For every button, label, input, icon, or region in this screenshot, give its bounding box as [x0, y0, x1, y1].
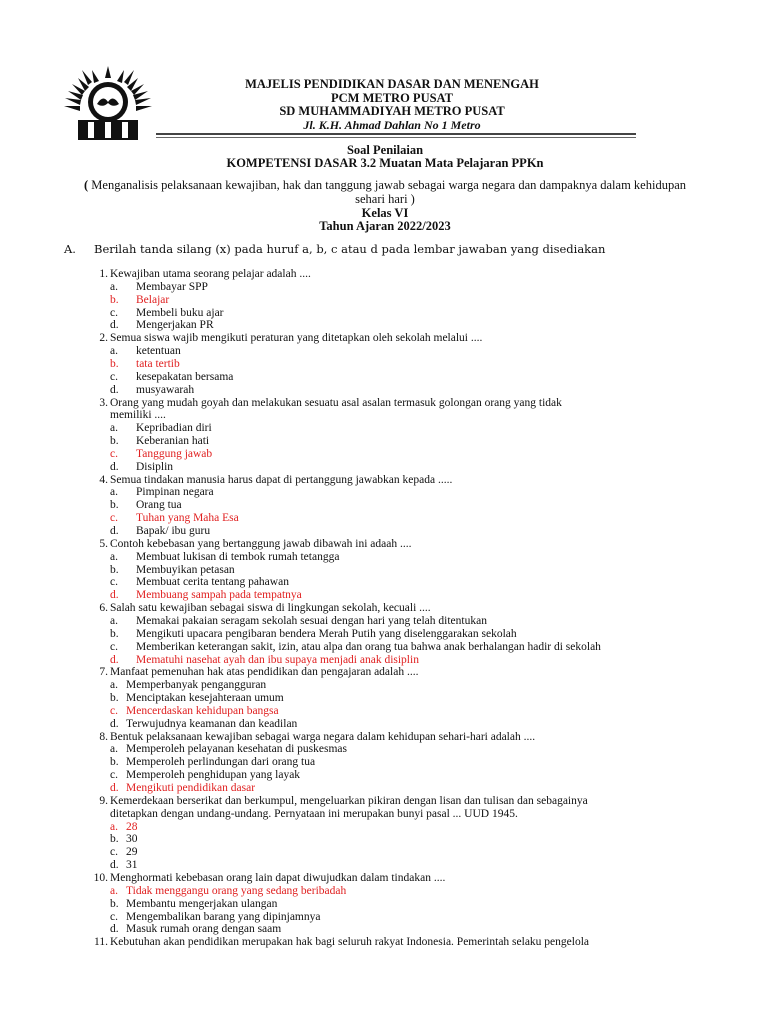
question-row: [0, 538, 768, 551]
question-text: Kebutuhan akan pendidikan merupakan hak bagi seluruh rakyat Indonesia. Pemerintah selaku pengelola: [110, 936, 590, 949]
option-letter: a.: [110, 743, 118, 756]
option-text: Memperbanyak pengangguran: [126, 679, 267, 692]
title-description: [60, 178, 710, 206]
option-text: Memperoleh perlindungan dari orang tua: [126, 756, 316, 769]
question-text: Menghormati kebebasan orang lain dapat diwujudkan dalam tindakan ....: [110, 871, 446, 884]
question-row: [0, 936, 768, 949]
option-text: Mencerdaskan kehidupan bangsa: [126, 704, 279, 717]
option-text: 30: [126, 833, 138, 846]
answer-option: [0, 615, 768, 628]
option-text: Orang tua: [136, 499, 182, 512]
question-text: Semua siswa wajib mengikuti peraturan yang ditetapkan oleh sekolah melalui ....: [110, 332, 483, 345]
question-text-continued: memiliki ....: [110, 409, 166, 422]
option-text: 28: [126, 820, 138, 833]
answer-option-correct: [0, 448, 768, 461]
question-number: 9.: [99, 794, 108, 807]
option-letter: c.: [110, 576, 118, 589]
question-text: Salah satu kewajiban sebagai siswa di lingkungan sekolah, kecuali ....: [110, 602, 431, 615]
answer-option: [0, 641, 768, 654]
section-label: A.: [64, 242, 76, 256]
answer-option: [0, 564, 768, 577]
title-description-line-2: sehari hari ): [355, 192, 415, 206]
option-letter: d.: [110, 717, 119, 730]
header-divider-thin: [156, 137, 636, 138]
option-letter: b.: [110, 627, 119, 640]
option-letter: b.: [110, 833, 119, 846]
answer-option: [0, 846, 768, 859]
question-text: Orang yang mudah goyah dan melakukan sesuatu asal asalan termasuk golongan orang yang tidak: [110, 396, 562, 409]
question-row: [0, 731, 768, 744]
question-number: 7.: [99, 666, 108, 679]
option-text: Membayar SPP: [136, 280, 208, 293]
question-text: Kewajiban utama seorang pelajar adalah ....: [110, 268, 311, 280]
answer-option-correct: [0, 705, 768, 718]
answer-option: [0, 371, 768, 384]
answer-option: [0, 435, 768, 448]
option-text: Kepribadian diri: [136, 422, 212, 435]
option-letter: c.: [110, 846, 118, 859]
option-letter: a.: [110, 679, 118, 692]
title-tahun-ajaran: Tahun Ajaran 2022/2023: [319, 219, 451, 233]
question-number: 1.: [99, 268, 108, 280]
answer-option: [0, 384, 768, 397]
question-text: Bentuk pelaksanaan kewajiban sebagai warga negara dalam kehidupan sehari-hari adalah ....: [110, 730, 536, 743]
option-letter: a.: [110, 550, 118, 563]
option-text: Memperoleh pelayanan kesehatan di puskesmas: [126, 743, 347, 756]
option-text: tata tertib: [136, 357, 180, 370]
answer-option: [0, 461, 768, 474]
answer-option-correct: [0, 654, 768, 667]
option-letter: d.: [110, 589, 119, 602]
option-letter: a.: [110, 884, 118, 897]
option-text: 31: [126, 859, 138, 872]
option-letter: d.: [110, 653, 119, 666]
question-number: 6.: [99, 602, 108, 615]
answer-option: [0, 307, 768, 320]
header-line-1: MAJELIS PENDIDIKAN DASAR DAN MENENGAH: [245, 77, 539, 91]
section-instruction: Berilah tanda silang (x) pada huruf a, b, c atau d pada lembar jawaban yang disediakan: [94, 242, 606, 256]
question-row-continued: [0, 409, 768, 422]
option-text: Tanggung jawab: [136, 447, 213, 460]
answer-option: [0, 692, 768, 705]
answer-option: [0, 525, 768, 538]
question-row: [0, 474, 768, 487]
question-text: Manfaat pemenuhan hak atas pendidikan dan pengajaran adalah ....: [110, 666, 419, 679]
option-text: Keberanian hati: [136, 435, 210, 448]
answer-option-correct: [0, 885, 768, 898]
answer-option: [0, 499, 768, 512]
option-letter: d.: [110, 319, 119, 332]
option-letter: d.: [110, 383, 119, 396]
option-letter: d.: [110, 859, 119, 872]
option-text: Mematuhi nasehat ayah dan ibu supaya menjadi anak disiplin: [136, 653, 419, 666]
option-letter: b.: [110, 897, 119, 910]
question-text-continued: ditetapkan dengan undang-undang. Pernyataan ini merupakan bunyi pasal ... UUD 1945.: [110, 807, 518, 820]
option-text: Tidak menggangu orang yang sedang beribadah: [126, 884, 347, 897]
option-text: Memperoleh penghidupan yang layak: [126, 769, 301, 782]
answer-option: [0, 898, 768, 911]
option-letter: a.: [110, 345, 118, 358]
answer-option: [0, 911, 768, 924]
option-text: Belajar: [136, 293, 170, 306]
title-kelas: Kelas VI: [361, 206, 409, 220]
answer-option: [0, 859, 768, 872]
answer-option: [0, 756, 768, 769]
option-letter: c.: [110, 769, 118, 782]
option-text: Memakai pakaian seragam sekolah sesuai dengan hari yang telah ditentukan: [136, 614, 487, 627]
option-text: Masuk rumah orang dengan saam: [126, 923, 282, 936]
option-letter: c.: [110, 704, 118, 717]
answer-option-correct: [0, 589, 768, 602]
option-text: Membeli buku ajar: [136, 306, 224, 319]
option-letter: c.: [110, 306, 118, 319]
option-letter: a.: [110, 614, 118, 627]
option-text: Terwujudnya keamanan dan keadilan: [126, 717, 298, 730]
question-row: [0, 795, 768, 808]
question-number: 2.: [99, 332, 108, 345]
option-text: musyawarah: [136, 383, 195, 396]
answer-option: [0, 345, 768, 358]
question-row: [0, 268, 768, 281]
option-text: Menciptakan kesejahteraan umum: [126, 692, 284, 705]
title-open-paren: (: [84, 178, 89, 192]
answer-option: [0, 679, 768, 692]
option-text: Membuat cerita tentang pahawan: [136, 576, 289, 589]
question-row: [0, 602, 768, 615]
option-letter: b.: [110, 499, 119, 512]
option-letter: d.: [110, 525, 119, 537]
header-address: Jl. K.H. Ahmad Dahlan No 1 Metro: [303, 117, 481, 132]
option-text: Membuyikan petasan: [136, 563, 235, 576]
title-description-line-1: Menganalisis pelaksanaan kewajiban, hak dan tanggung jawab sebagai warga negara dan dampaknya dalam kehidupan: [88, 178, 686, 192]
option-text: Mengembalikan barang yang dipinjamnya: [126, 910, 321, 923]
option-letter: a.: [110, 422, 118, 435]
question-text: Kemerdekaan berserikat dan berkumpul, mengeluarkan pikiran dengan lisan dan tulisan dan sebagainya: [110, 794, 588, 807]
question-row: [0, 872, 768, 885]
option-text: ketentuan: [136, 345, 181, 358]
answer-option: [0, 281, 768, 294]
section-a-instruction: [64, 242, 605, 256]
option-letter: b.: [110, 692, 119, 705]
question-row: [0, 397, 768, 410]
option-text: Disiplin: [136, 460, 174, 473]
option-letter: a.: [110, 280, 118, 293]
question-text: Semua tindakan manusia harus dapat di pertanggung jawabkan kepada .....: [110, 473, 453, 486]
option-letter: b.: [110, 563, 119, 576]
answer-option: [0, 576, 768, 589]
question-row: [0, 332, 768, 345]
answer-option: [0, 833, 768, 846]
option-letter: b.: [110, 756, 119, 769]
question-text: Contoh kebebasan yang bertanggung jawab dibawah ini adaah ....: [110, 537, 412, 550]
option-letter: c.: [110, 447, 118, 460]
answer-option: [0, 718, 768, 731]
option-text: Mengikuti pendidikan dasar: [126, 782, 256, 794]
option-text: Mengikuti upacara pengibaran bendera Merah Putih yang diselenggarakan sekolah: [136, 627, 517, 640]
option-letter: c.: [110, 512, 118, 525]
answer-option-correct: [0, 782, 768, 795]
option-text: Mengerjakan PR: [136, 319, 214, 332]
option-letter: d.: [110, 923, 119, 936]
answer-option: [0, 551, 768, 564]
option-letter: c.: [110, 640, 118, 653]
answer-option: [0, 628, 768, 641]
answer-option: [0, 743, 768, 756]
question-number: 5.: [99, 537, 108, 550]
option-text: kesepakatan bersama: [136, 370, 234, 383]
title-kompetensi: KOMPETENSI DASAR 3.2 Muatan Mata Pelajaran PPKn: [226, 156, 544, 170]
option-letter: d.: [110, 782, 119, 794]
option-text: 29: [126, 846, 138, 859]
question-number: 8.: [99, 730, 108, 743]
header-line-2: PCM METRO PUSAT: [331, 90, 453, 105]
question-number: 3.: [99, 396, 108, 409]
answer-option: [0, 923, 768, 936]
muhammadiyah-logo-icon: [62, 64, 154, 142]
answer-option-correct: [0, 512, 768, 525]
answer-option: [0, 319, 768, 332]
answer-option: [0, 769, 768, 782]
option-letter: c.: [110, 370, 118, 383]
option-letter: d.: [110, 460, 119, 473]
answer-option-correct: [0, 294, 768, 307]
option-letter: c.: [110, 910, 118, 923]
header-divider-thick: [156, 133, 636, 135]
option-letter: a.: [110, 486, 118, 499]
question-row: [0, 666, 768, 679]
option-text: Memberikan keterangan sakit, izin, atau alpa dan orang tua bahwa anak berhalangan hadir di sekolah: [136, 640, 601, 653]
institution-header: [200, 78, 584, 132]
option-text: Membantu mengerjakan ulangan: [126, 897, 278, 910]
question-row-continued: [0, 808, 768, 821]
option-text: Membuat lukisan di tembok rumah tetangga: [136, 550, 340, 563]
answer-option: [0, 486, 768, 499]
answer-option-correct: [0, 358, 768, 371]
option-text: Pimpinan negara: [136, 486, 214, 499]
question-number: 10.: [93, 871, 108, 884]
title-soal: Soal Penilaian: [346, 143, 424, 157]
option-letter: b.: [110, 357, 119, 370]
header-line-3: SD MUHAMMADIYAH METRO PUSAT: [279, 104, 505, 118]
answer-option: [0, 422, 768, 435]
option-letter: a.: [110, 820, 118, 833]
question-number: 11.: [94, 936, 108, 949]
option-text: Tuhan yang Maha Esa: [136, 512, 239, 525]
option-text: Membuang sampah pada tempatnya: [136, 589, 302, 602]
option-letter: b.: [110, 293, 119, 306]
answer-option-correct: [0, 821, 768, 834]
option-text: Bapak/ ibu guru: [136, 525, 211, 537]
option-letter: b.: [110, 435, 119, 448]
question-number: 4.: [99, 473, 108, 486]
